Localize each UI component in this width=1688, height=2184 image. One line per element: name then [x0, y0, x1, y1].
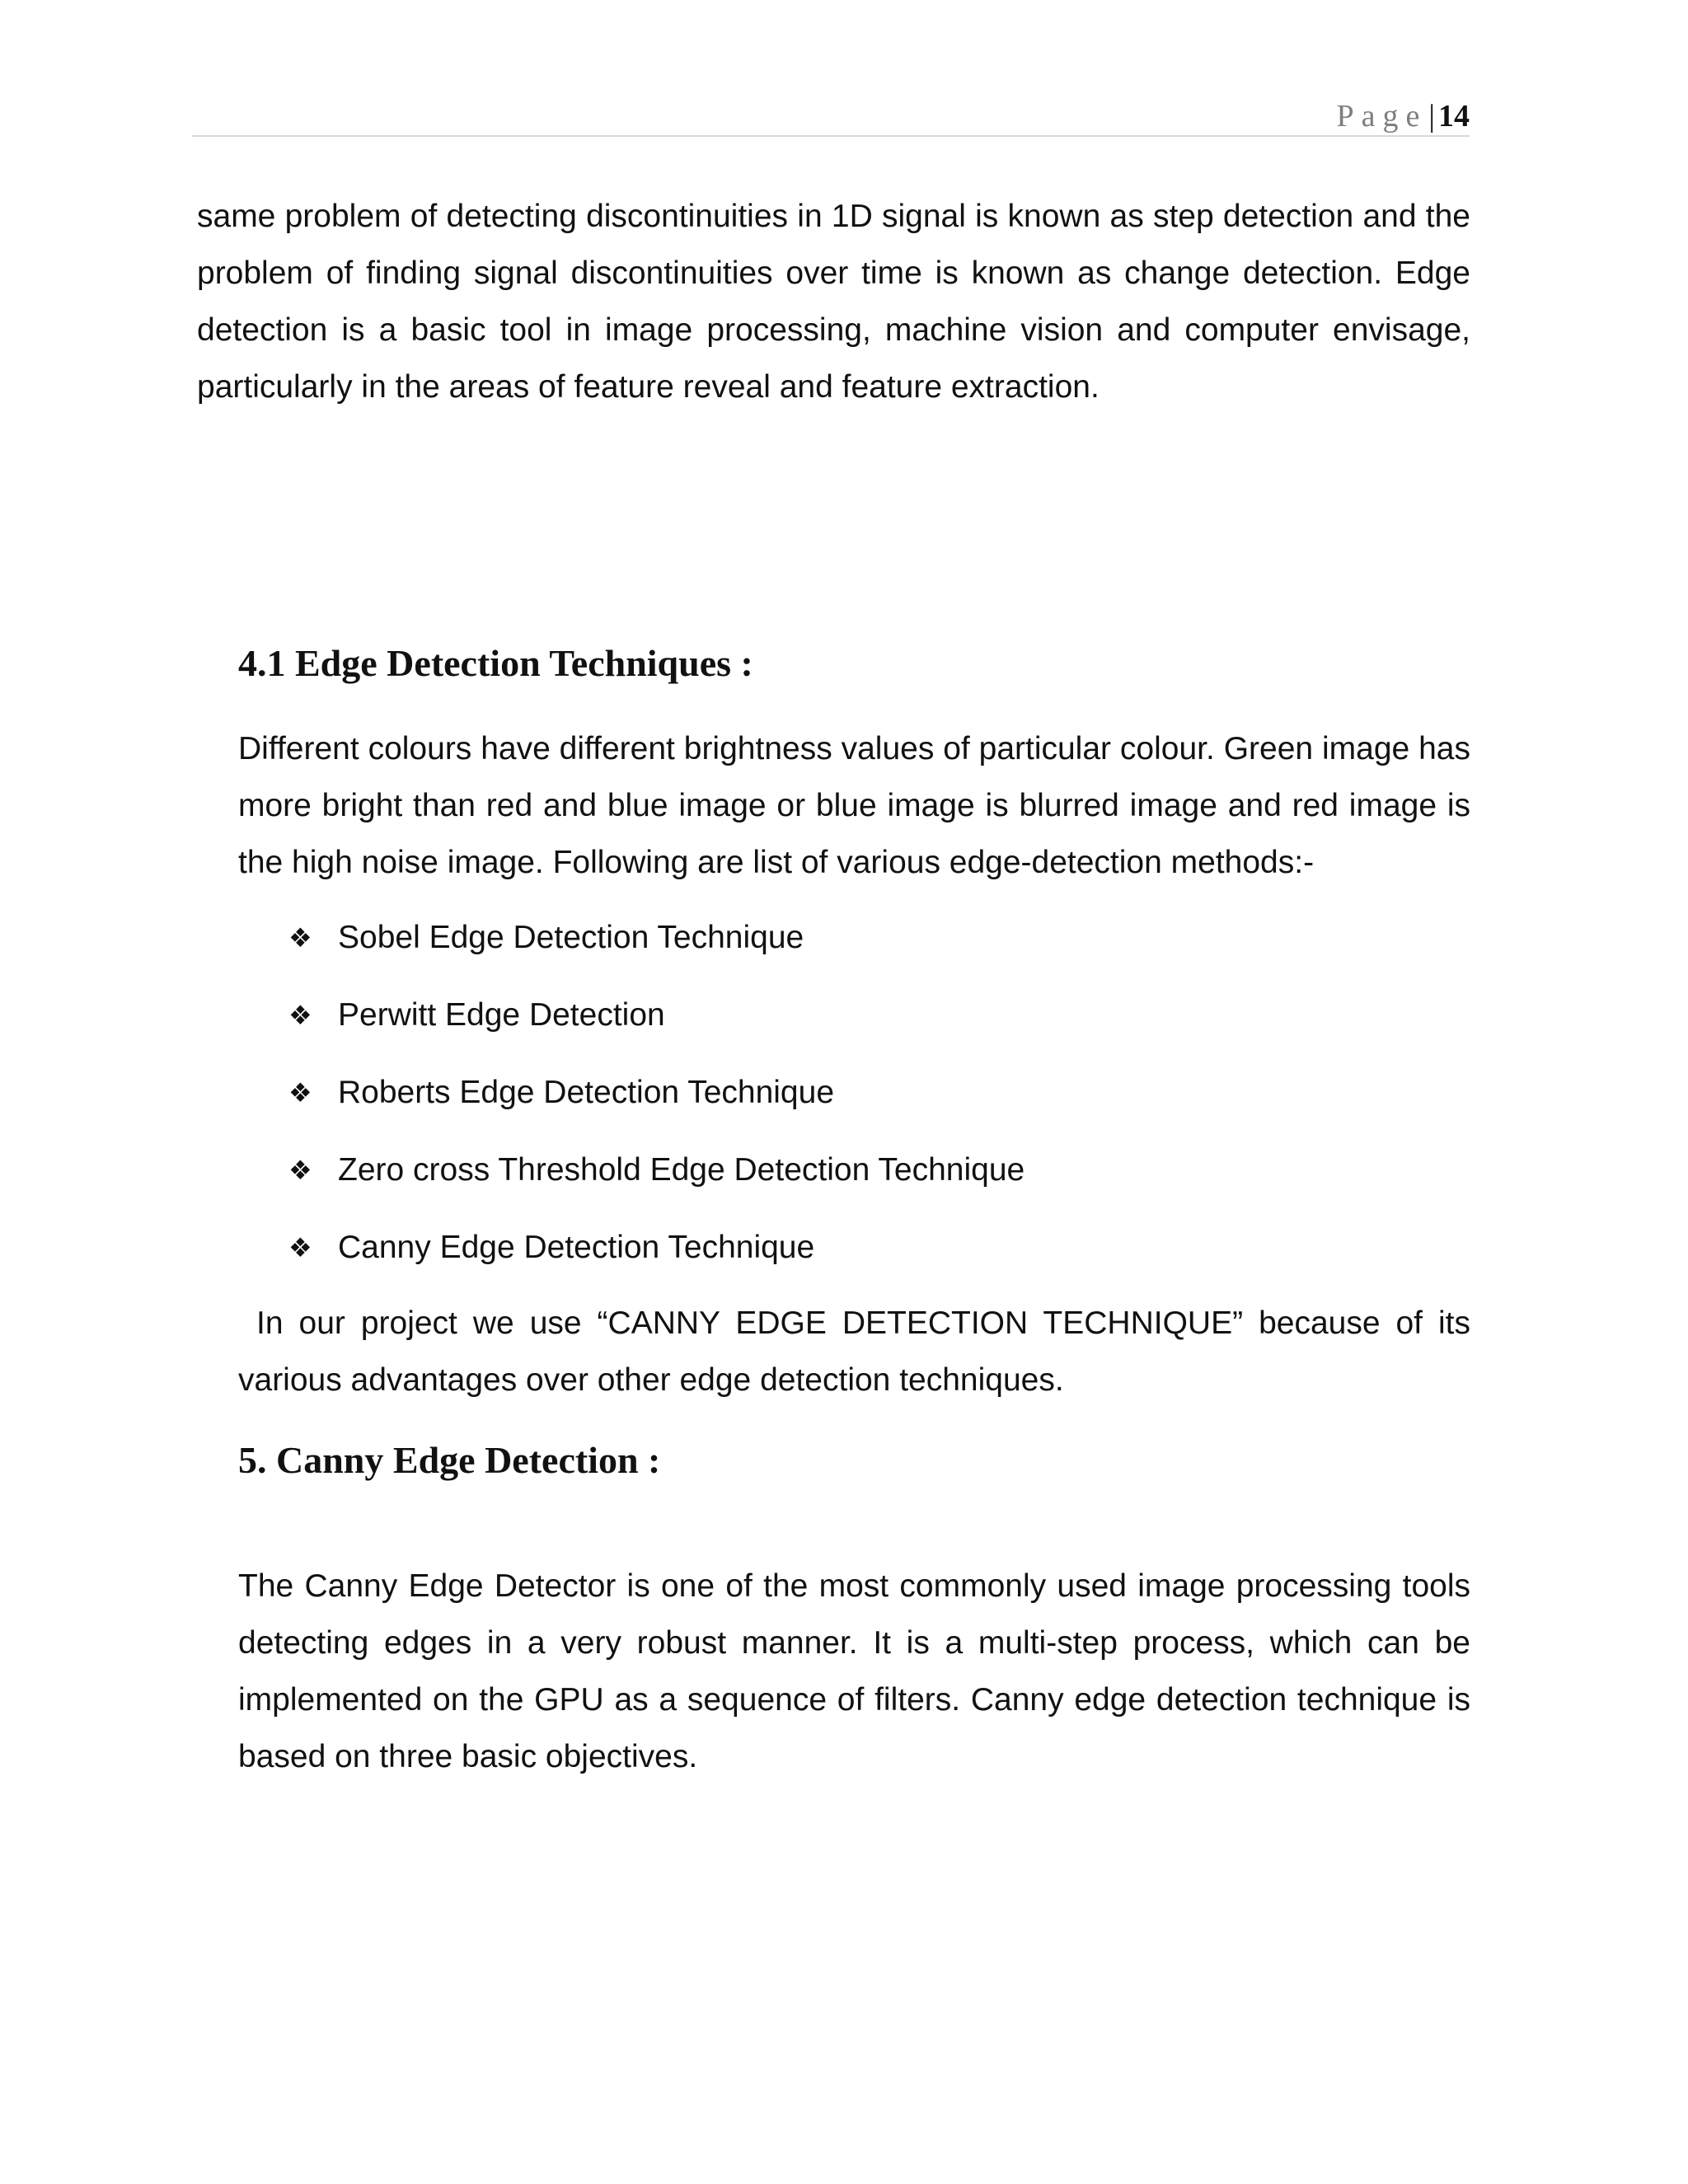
diamond-bullet-icon: ❖: [288, 1233, 312, 1263]
diamond-bullet-icon: ❖: [288, 1078, 312, 1108]
section-heading-4-1: 4.1 Edge Detection Techniques :: [238, 642, 753, 684]
method-label: Sobel Edge Detection Technique: [338, 920, 804, 955]
diamond-bullet-icon: ❖: [288, 1001, 312, 1030]
page-word: Page: [1336, 99, 1428, 134]
list-item: [288, 1146, 1025, 1223]
page-number-label: [1337, 96, 1470, 136]
project-choice-paragraph: In our project we use “CANNY EDGE DETECTION TECHNIQUE” because of its various advantages over other edge detection techniques.: [238, 1305, 1470, 1398]
intro-paragraph: same problem of detecting discontinuities in 1D signal is known as step detection and the problem of finding signal discontinuities over time is known as change detection. Edge detection is a basic tool in image processing, machine vision and computer envisage, particularly in the areas of feature reveal and feature extraction.: [197, 199, 1470, 405]
page-header: [192, 92, 1470, 137]
list-item: [288, 1068, 1025, 1146]
method-label: Canny Edge Detection Technique: [338, 1230, 815, 1265]
list-item: [288, 991, 1025, 1068]
diamond-bullet-icon: ❖: [288, 923, 312, 953]
page-number: 14: [1438, 99, 1470, 134]
method-label: Zero cross Threshold Edge Detection Technique: [338, 1152, 1025, 1188]
list-item: [288, 913, 1025, 991]
diamond-bullet-icon: ❖: [288, 1155, 312, 1185]
section-5-paragraph: The Canny Edge Detector is one of the most commonly used image processing tools detecting edges in a very robust manner. It is a multi-step process, which can be implemented on the GPU as a sequence of filters. Canny edge detection technique is based on three basic objectives.: [238, 1568, 1470, 1774]
section-heading-5: 5. Canny Edge Detection :: [238, 1439, 661, 1481]
method-label: Roberts Edge Detection Technique: [338, 1075, 835, 1110]
edge-detection-methods-list: [288, 913, 1025, 1301]
section-4-1-paragraph: Different colours have different brightness values of particular colour. Green image has more bright than red and blue image or blue image is blurred image and red image is the high noise image. Following are list of various edge-detection methods:-: [238, 731, 1470, 880]
list-item: [288, 1223, 1025, 1301]
method-label: Perwitt Edge Detection: [338, 997, 665, 1033]
page-separator: |: [1428, 99, 1435, 134]
